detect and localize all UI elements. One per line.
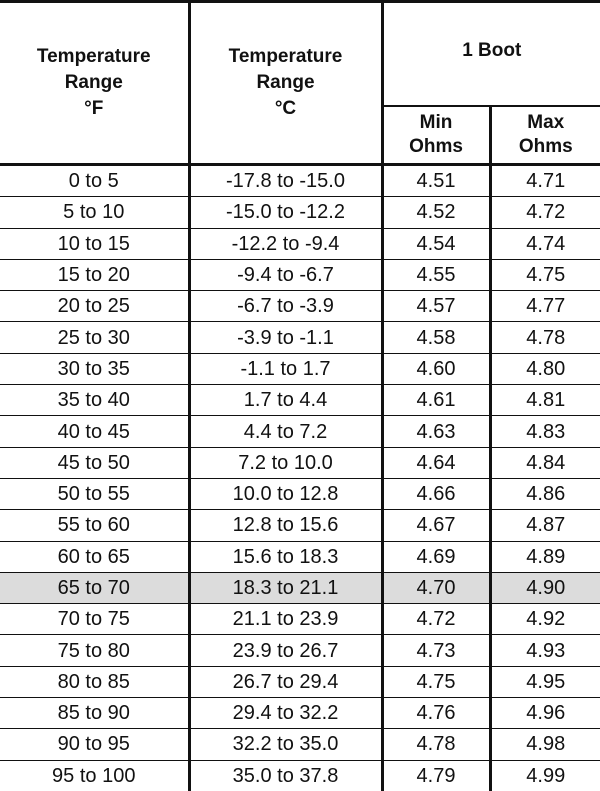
cell-fahrenheit-range: 70 to 75: [0, 604, 189, 635]
cell-celsius-range: 18.3 to 21.1: [189, 572, 382, 603]
header-fahrenheit-line1: Temperature: [0, 44, 188, 70]
cell-fahrenheit-range: 20 to 25: [0, 291, 189, 322]
cell-fahrenheit-range: 85 to 90: [0, 698, 189, 729]
table-row: [0, 291, 600, 322]
table-row: [0, 510, 600, 541]
cell-fahrenheit-range: 10 to 15: [0, 228, 189, 259]
cell-celsius-range: 12.8 to 15.6: [189, 510, 382, 541]
cell-fahrenheit-range: 50 to 55: [0, 478, 189, 509]
cell-max-ohms: 4.98: [490, 729, 600, 760]
table-row: [0, 729, 600, 760]
cell-min-ohms: 4.64: [382, 447, 490, 478]
cell-fahrenheit-range: 5 to 10: [0, 197, 189, 228]
cell-min-ohms: 4.60: [382, 353, 490, 384]
cell-fahrenheit-range: 95 to 100: [0, 760, 189, 791]
cell-min-ohms: 4.76: [382, 698, 490, 729]
header-max-line1: Max: [492, 111, 600, 135]
table-row: [0, 385, 600, 416]
cell-fahrenheit-range: 15 to 20: [0, 259, 189, 290]
cell-max-ohms: 4.96: [490, 698, 600, 729]
table-row: [0, 541, 600, 572]
cell-celsius-range: 1.7 to 4.4: [189, 385, 382, 416]
header-row-top: [0, 2, 600, 107]
header-celsius-line2: Range: [191, 70, 381, 96]
cell-min-ohms: 4.75: [382, 666, 490, 697]
cell-min-ohms: 4.70: [382, 572, 490, 603]
header-fahrenheit: [0, 2, 189, 165]
cell-min-ohms: 4.51: [382, 165, 490, 197]
header-celsius-unit: °C: [191, 96, 381, 122]
table-row: [0, 165, 600, 197]
table-row: [0, 666, 600, 697]
cell-fahrenheit-range: 65 to 70: [0, 572, 189, 603]
cell-min-ohms: 4.63: [382, 416, 490, 447]
cell-fahrenheit-range: 40 to 45: [0, 416, 189, 447]
cell-fahrenheit-range: 80 to 85: [0, 666, 189, 697]
header-celsius: [189, 2, 382, 165]
cell-celsius-range: 4.4 to 7.2: [189, 416, 382, 447]
header-max-ohms: [490, 106, 600, 165]
cell-max-ohms: 4.92: [490, 604, 600, 635]
cell-max-ohms: 4.71: [490, 165, 600, 197]
cell-fahrenheit-range: 75 to 80: [0, 635, 189, 666]
table-row: [0, 416, 600, 447]
table-row: [0, 478, 600, 509]
cell-celsius-range: 15.6 to 18.3: [189, 541, 382, 572]
cell-fahrenheit-range: 30 to 35: [0, 353, 189, 384]
cell-min-ohms: 4.58: [382, 322, 490, 353]
cell-max-ohms: 4.72: [490, 197, 600, 228]
cell-max-ohms: 4.90: [490, 572, 600, 603]
table-row: [0, 353, 600, 384]
cell-min-ohms: 4.69: [382, 541, 490, 572]
cell-celsius-range: 29.4 to 32.2: [189, 698, 382, 729]
table-row: [0, 322, 600, 353]
cell-celsius-range: 35.0 to 37.8: [189, 760, 382, 791]
cell-celsius-range: 7.2 to 10.0: [189, 447, 382, 478]
cell-max-ohms: 4.74: [490, 228, 600, 259]
header-max-line2: Ohms: [492, 135, 600, 159]
cell-fahrenheit-range: 90 to 95: [0, 729, 189, 760]
header-group-1-boot: 1 Boot: [382, 2, 600, 107]
cell-min-ohms: 4.66: [382, 478, 490, 509]
header-min-line2: Ohms: [384, 135, 489, 159]
cell-celsius-range: -12.2 to -9.4: [189, 228, 382, 259]
cell-fahrenheit-range: 55 to 60: [0, 510, 189, 541]
cell-fahrenheit-range: 35 to 40: [0, 385, 189, 416]
cell-max-ohms: 4.89: [490, 541, 600, 572]
header-celsius-line1: Temperature: [191, 44, 381, 70]
cell-celsius-range: -1.1 to 1.7: [189, 353, 382, 384]
header-min-ohms: [382, 106, 490, 165]
cell-max-ohms: 4.95: [490, 666, 600, 697]
cell-celsius-range: -6.7 to -3.9: [189, 291, 382, 322]
cell-celsius-range: -9.4 to -6.7: [189, 259, 382, 290]
header-fahrenheit-unit: °F: [0, 96, 188, 122]
table-row: [0, 604, 600, 635]
cell-min-ohms: 4.72: [382, 604, 490, 635]
table-row: [0, 572, 600, 603]
cell-celsius-range: 32.2 to 35.0: [189, 729, 382, 760]
cell-min-ohms: 4.52: [382, 197, 490, 228]
cell-min-ohms: 4.73: [382, 635, 490, 666]
table-row: [0, 447, 600, 478]
cell-max-ohms: 4.78: [490, 322, 600, 353]
cell-max-ohms: 4.75: [490, 259, 600, 290]
cell-max-ohms: 4.86: [490, 478, 600, 509]
table-row: [0, 259, 600, 290]
cell-max-ohms: 4.81: [490, 385, 600, 416]
cell-min-ohms: 4.61: [382, 385, 490, 416]
cell-fahrenheit-range: 45 to 50: [0, 447, 189, 478]
cell-fahrenheit-range: 25 to 30: [0, 322, 189, 353]
cell-celsius-range: 21.1 to 23.9: [189, 604, 382, 635]
cell-max-ohms: 4.93: [490, 635, 600, 666]
cell-fahrenheit-range: 60 to 65: [0, 541, 189, 572]
header-fahrenheit-line2: Range: [0, 70, 188, 96]
table-row: [0, 228, 600, 259]
cell-min-ohms: 4.78: [382, 729, 490, 760]
cell-min-ohms: 4.55: [382, 259, 490, 290]
cell-min-ohms: 4.57: [382, 291, 490, 322]
cell-celsius-range: -17.8 to -15.0: [189, 165, 382, 197]
table-row: [0, 635, 600, 666]
cell-celsius-range: -3.9 to -1.1: [189, 322, 382, 353]
cell-min-ohms: 4.54: [382, 228, 490, 259]
header-min-line1: Min: [384, 111, 489, 135]
cell-max-ohms: 4.99: [490, 760, 600, 791]
table-row: [0, 698, 600, 729]
cell-celsius-range: 23.9 to 26.7: [189, 635, 382, 666]
table-row: [0, 197, 600, 228]
cell-max-ohms: 4.83: [490, 416, 600, 447]
cell-max-ohms: 4.77: [490, 291, 600, 322]
cell-min-ohms: 4.67: [382, 510, 490, 541]
cell-max-ohms: 4.80: [490, 353, 600, 384]
cell-celsius-range: -15.0 to -12.2: [189, 197, 382, 228]
table-body: [0, 165, 600, 791]
table-row: [0, 760, 600, 791]
table-header: [0, 2, 600, 165]
cell-celsius-range: 10.0 to 12.8: [189, 478, 382, 509]
cell-fahrenheit-range: 0 to 5: [0, 165, 189, 197]
cell-celsius-range: 26.7 to 29.4: [189, 666, 382, 697]
cell-max-ohms: 4.87: [490, 510, 600, 541]
cell-max-ohms: 4.84: [490, 447, 600, 478]
cell-min-ohms: 4.79: [382, 760, 490, 791]
